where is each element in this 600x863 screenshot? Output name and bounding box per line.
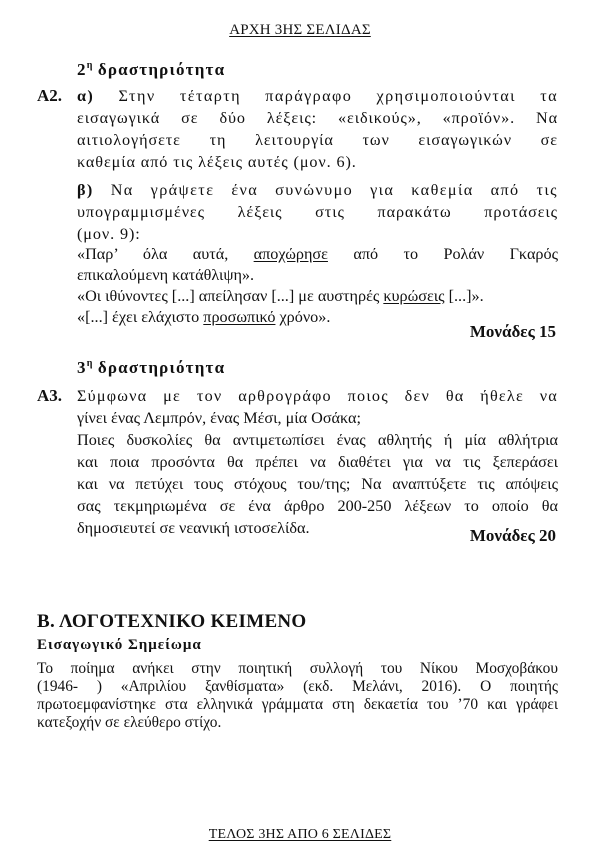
part-b-line: (μον. 9): bbox=[77, 225, 141, 243]
question-a2-part-a bbox=[77, 85, 558, 173]
marks-a2: Μονάδες 15 bbox=[469, 322, 556, 341]
underlined-word: κυρώσεις bbox=[383, 287, 445, 305]
a3-line: Σύμφωνα με τον αρθρογράφο ποιος δεν θα ήθελε να bbox=[77, 387, 558, 405]
part-a-line: καθεμία από τις λέξεις αυτές (μον. 6). bbox=[77, 153, 357, 171]
marks-a3: Μονάδες 20 bbox=[469, 526, 556, 545]
intro-line: (1946- ) «Απριλίου ξανθίσματα» (εκδ. Μελάνι, 2016). Ο ποιητής bbox=[37, 678, 558, 695]
part-b-line bbox=[77, 179, 558, 201]
underlined-word: αποχώρησε bbox=[253, 245, 328, 263]
activity-number: 2 bbox=[77, 60, 87, 79]
page-header-text: ΑΡΧΗ 3ΗΣ ΣΕΛΙΔΑΣ bbox=[229, 22, 371, 38]
intro-line: πρωτοεμφανίστηκε στα ελληνικά γράμματα στη δεκαετία του ’70 και γράφει bbox=[37, 696, 558, 713]
section-b-subtitle: Εισαγωγικό Σημείωμα bbox=[37, 637, 202, 653]
a3-line: δημοσιευτεί σε νεανική ιστοσελίδα. bbox=[77, 519, 310, 537]
activity-3-heading bbox=[77, 358, 225, 378]
sentence-text: «[...] έχει ελάχιστο bbox=[77, 308, 204, 326]
question-a3-text bbox=[77, 385, 558, 539]
ordinal-superscript: η bbox=[86, 60, 93, 71]
part-b-line: υπογραμμισμένες λέξεις στις παρακάτω προτάσεις bbox=[77, 203, 558, 221]
question-a2-part-b bbox=[77, 179, 558, 245]
question-a3-label: Α3. bbox=[37, 386, 63, 405]
a3-line: Ποιες δυσκολίες θα αντιμετωπίσει ένας αθλητής ή μία αθλήτρια bbox=[77, 431, 558, 449]
a3-line: και να πετύχει τους στόχους του/της; Να αναπτύξετε τις απόψεις bbox=[77, 475, 558, 493]
question-a2-label: Α2. bbox=[37, 86, 63, 105]
sentence-text: «Οι ιθύνοντες [...] απείλησαν [...] με αυστηρές bbox=[77, 287, 384, 305]
example-sentences bbox=[77, 244, 558, 328]
activity-2-heading bbox=[77, 60, 225, 80]
activity-number: 3 bbox=[77, 358, 87, 377]
sentence-text: χρόνο». bbox=[275, 308, 331, 326]
sentence-text: «Παρ’ όλα αυτά, bbox=[77, 245, 254, 263]
example-sentence bbox=[77, 244, 558, 265]
section-b-title: Β. ΛΟΓΟΤΕΧΝΙΚΟ ΚΕΙΜΕΝΟ bbox=[37, 611, 307, 632]
ordinal-superscript: η bbox=[86, 358, 93, 369]
activity-title: δραστηριότητα bbox=[92, 60, 226, 79]
sentence-text: επικαλούμενη κατάθλιψη». bbox=[77, 266, 255, 284]
intro-note-text bbox=[37, 660, 558, 732]
underlined-word: προσωπικό bbox=[203, 308, 276, 326]
a3-line: σας τεκμηριωμένα σε ένα άρθρο 200-250 λέξεων το οποίο θα bbox=[77, 497, 558, 515]
part-b-text: Να γράψετε ένα συνώνυμο για καθεμία από τις bbox=[93, 181, 558, 199]
page-footer-text: ΤΕΛΟΣ 3ΗΣ ΑΠΟ 6 ΣΕΛΙΔΕΣ bbox=[208, 827, 392, 842]
part-a-line: αιτιολογήσετε τη λειτουργία των εισαγωγικών σε bbox=[77, 131, 558, 149]
part-a-line bbox=[77, 85, 558, 107]
activity-title: δραστηριότητα bbox=[92, 358, 226, 377]
sentence-text: [...]». bbox=[444, 287, 484, 305]
a3-line: και ποια προσόντα θα πρέπει να διαθέτει για να τις ξεπεράσει bbox=[77, 453, 558, 471]
page-footer bbox=[0, 827, 600, 843]
part-a-text: Στην τέταρτη παράγραφο χρησιμοποιούνται τα bbox=[94, 87, 558, 105]
example-sentence bbox=[77, 286, 558, 307]
a3-line: γίνει ένας Λεμπρόν, ένας Μέσι, μία Οσάκα; bbox=[77, 409, 362, 427]
part-a-label: α) bbox=[77, 87, 95, 105]
page-header bbox=[0, 22, 600, 39]
part-b-label: β) bbox=[77, 181, 94, 199]
part-a-line: εισαγωγικά σε δύο λέξεις: «ειδικούς», «προϊόν». Να bbox=[77, 109, 558, 127]
example-sentence bbox=[77, 265, 558, 286]
sentence-text: από το Ρολάν Γκαρός bbox=[327, 245, 559, 263]
intro-line: κατεξοχήν σε ελεύθερο στίχο. bbox=[37, 714, 222, 731]
intro-line: Το ποίημα ανήκει στην ποιητική συλλογή του Νίκου Μοσχοβάκου bbox=[37, 660, 558, 677]
